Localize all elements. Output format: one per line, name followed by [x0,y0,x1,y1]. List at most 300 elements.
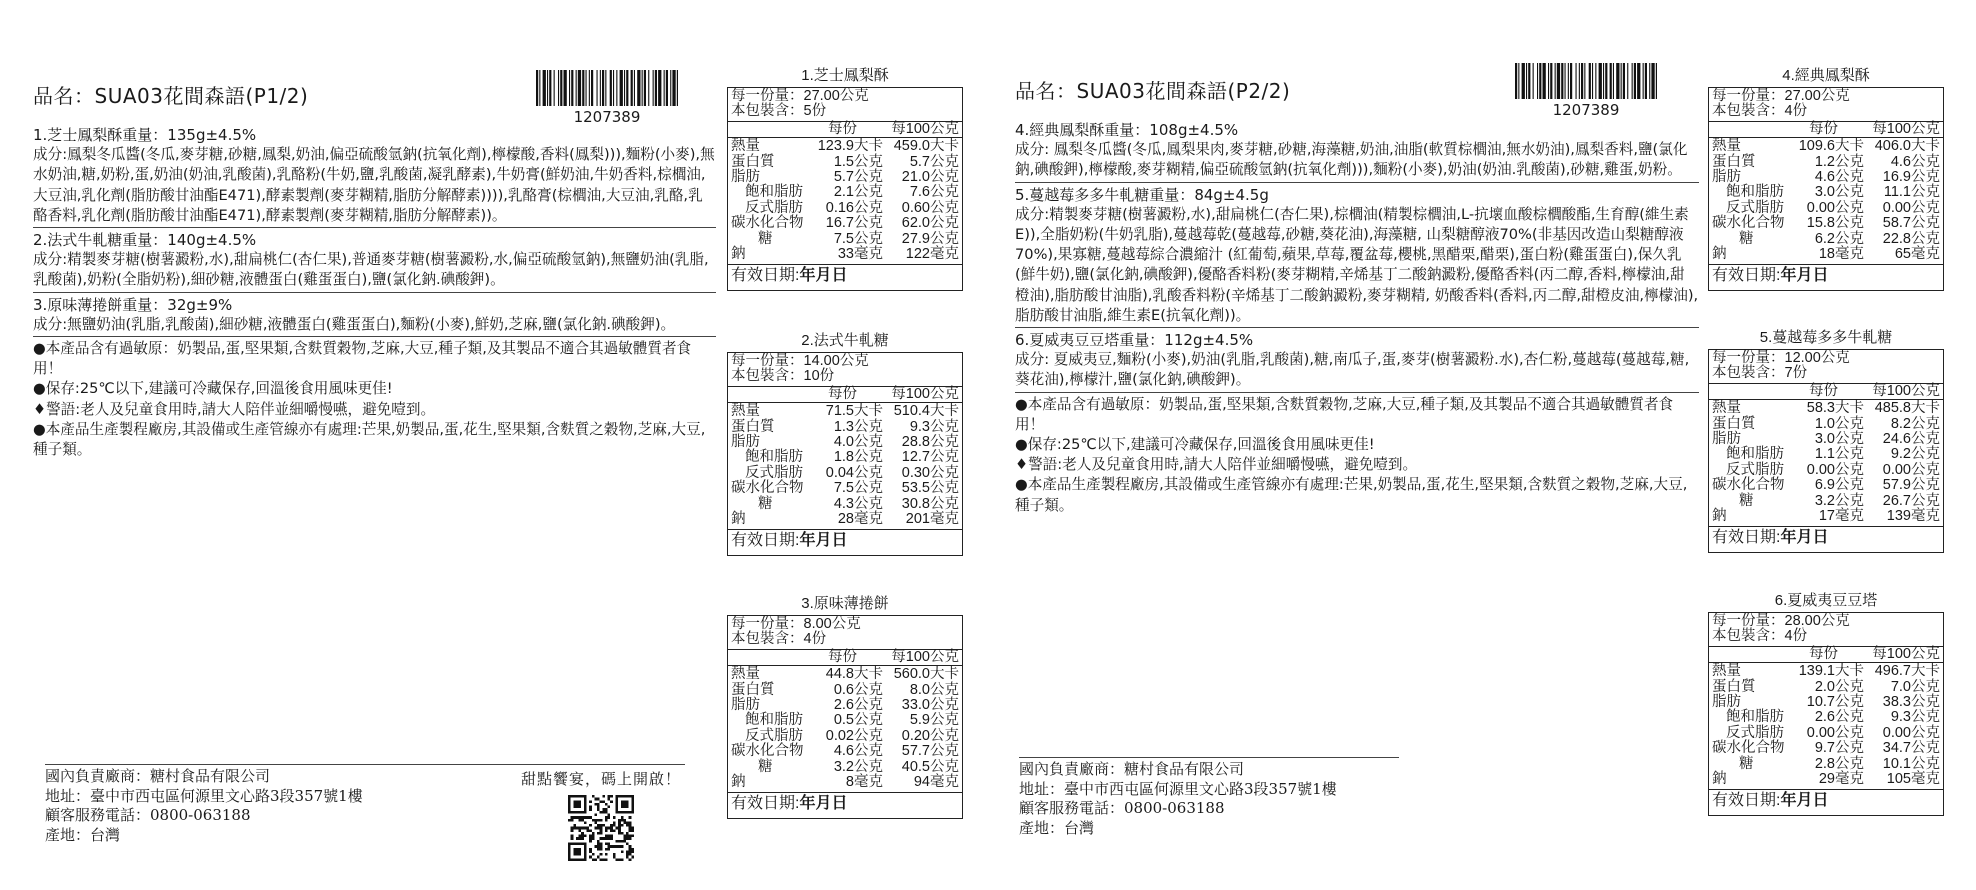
per-100g-value: 5.9公克 [909,712,959,729]
per-serving-value: 2.6公克 [1814,709,1864,726]
per-100g-value: 485.8大卡 [1874,400,1940,417]
per-100g-header: 每100公克 [1872,382,1940,399]
nutrition-box [727,615,963,819]
nutrient-row [1712,772,1940,787]
nutrient-label: 鈉 [731,246,746,263]
nutrient-row [731,216,959,231]
serving-size: 每一份量：28.00公克 [1712,613,1850,629]
per-serving-value: 9.7公克 [1814,740,1864,757]
notes-block [33,337,716,460]
per-serving-value: 10.7公克 [1806,694,1864,711]
origin-line: 產地：台灣 [45,825,121,844]
expiry-value: 年月日 [1780,529,1829,547]
per-100g-header: 每100公克 [1872,120,1940,137]
manufacturer-line: 國內負責廠商：糖村食品有限公司 [1019,760,1245,778]
section-heading: 5.蔓越莓多多牛軋糖重量：84g±4.5g [1015,185,1269,204]
column-header [728,387,962,403]
qr-caption: 甜點饗宴，碼上開啟！ [520,770,681,788]
per-100g-value: 40.5公克 [901,758,959,775]
nutrition-table [727,330,963,556]
per-100g-value: 21.0公克 [901,169,959,186]
per-100g-value: 0.30公克 [901,464,959,481]
per-100g-value: 0.00公克 [1882,199,1940,216]
per-serving-value: 15.8公克 [1806,215,1864,232]
section-heading: 4.經典鳳梨酥重量：108g±4.5% [1015,121,1239,139]
nutrient-row [731,775,959,790]
nutrition-title: 2.法式牛軋糖 [801,332,889,349]
notes-block [1015,393,1699,516]
per-serving-value: 1.8公克 [833,449,883,466]
section-body: 成分: 鳳梨冬瓜醬(冬瓜,鳳梨果肉,麥芽糖,砂糖,海藻糖,奶油,油脂(軟質棕櫚油,無水奶油),鳳梨香料,鹽(氯化鈉,碘酸鉀),檸檬酸,麥芽糊精,偏亞硫酸氫鈉(抗氧化劑))),麵粉(小麥),奶油(奶油.乳酸菌),砂糖,雞蛋,奶粉。 [1015,141,1688,179]
per-serving-header: 每份 [1809,120,1838,137]
nutrient-row [731,232,959,247]
per-100g-header: 每100公克 [1872,645,1940,662]
nutrition-box [1708,87,1944,291]
per-serving-value: 5.7公克 [833,169,883,186]
per-serving-value: 7.5公克 [833,480,883,497]
per-100g-value: 26.7公克 [1882,492,1940,509]
nutrient-rows [728,138,962,264]
nutrient-row [731,512,959,527]
allergen-note: ●本產品含有過敏原：奶製品,蛋,堅果類,含麩質穀物,芝麻,大豆,種子類,及其製品不適合其過敏體質者食用！ [33,340,692,378]
serving-size: 每一份量：14.00公克 [731,353,869,369]
per-serving-value: 8毫克 [845,774,883,791]
per-100g-value: 9.3公克 [1890,709,1940,726]
nutrient-row [1712,680,1940,695]
nutrition-table [1708,327,1944,553]
per-100g-value: 11.1公克 [1883,184,1940,201]
per-serving-value: 4.6公克 [833,743,883,760]
per-100g-value: 10.1公克 [1882,755,1940,772]
nutrient-row [1712,463,1940,478]
nutrient-row [731,760,959,775]
per-100g-value: 57.9公克 [1882,477,1940,494]
nutrient-row [1712,494,1940,509]
address-line: 地址：臺中市西屯區何源里文心路3段357號1樓 [45,786,363,805]
expiry-label: 有效日期: [1712,792,1781,810]
nutrient-label: 糖 [758,758,773,775]
section-body: 成分: 夏威夷豆,麵粉(小麥),奶油(乳脂,乳酸菌),糖,南瓜子,蛋,麥芽(樹薯澱粉.水),杏仁粉,蔓越莓(蔓越莓,糖,葵花油),檸檬汁,鹽(氯化鈉,碘酸鉀)。 [1015,351,1690,389]
per-serving-value: 2.0公克 [1814,678,1864,695]
nutrient-label: 碳水化合物 [1712,477,1785,494]
per-serving-value: 28毫克 [837,511,883,528]
responsible-block [1019,757,1399,838]
per-100g-value: 62.0公克 [901,215,959,232]
per-serving-value: 17毫克 [1818,508,1864,525]
per-serving-value: 1.3公克 [833,418,883,435]
per-serving-value: 1.1公克 [1814,446,1864,463]
column-header [728,122,962,138]
nutrient-label: 熱量 [1712,663,1741,680]
qr-code-icon[interactable] [568,795,634,861]
nutrient-row [731,713,959,728]
nutrient-row [731,450,959,465]
servings-per-pack: 本包裝含：4份 [731,631,827,648]
nutrient-label: 反式脂肪 [1726,199,1784,216]
nutrient-row [1712,447,1940,462]
per-serving-value: 0.6公克 [833,681,883,698]
column-header [1709,384,1943,400]
nutrient-row [731,420,959,435]
per-100g-value: 65毫克 [1894,246,1940,263]
expiry-date [728,792,962,817]
servings-per-pack: 本包裝含：10份 [731,368,835,385]
serving-size: 每一份量：12.00公克 [1712,350,1850,366]
per-100g-value: 201毫克 [905,511,959,528]
nutrient-label: 脂肪 [1712,694,1741,711]
serving-info [728,616,962,650]
per-serving-value: 6.2公克 [1814,230,1864,247]
ingredients-block [1015,118,1699,516]
per-100g-value: 5.7公克 [909,153,959,170]
per-100g-value: 122毫克 [905,246,959,263]
warning-note: ♦警語:老人及兒童食用時,請大人陪伴並細嚼慢嚥，避免噎到。 [1015,456,1418,474]
nutrient-label: 脂肪 [1712,431,1741,448]
nutrient-label: 碳水化合物 [731,480,804,497]
nutrient-label: 蛋白質 [1712,678,1756,695]
per-serving-value: 139.1大卡 [1798,663,1864,680]
expiry-value: 年月日 [799,267,848,285]
barcode [536,70,678,106]
facility-note: ●本產品生產製程廠房,其設備或生產管線亦有處理:芒果,奶製品,蛋,花生,堅果類,含麩質之穀物,芝麻,大豆,種子類。 [33,420,706,459]
per-serving-value: 3.0公克 [1814,431,1864,448]
per-100g-value: 9.3公克 [909,418,959,435]
address-line: 地址：臺中市西屯區何源里文心路3段357號1樓 [1019,779,1337,798]
per-serving-value: 4.3公克 [833,495,883,512]
storage-note: ●保存:25℃以下,建議可冷藏保存,回溫後食用風味更佳! [1015,436,1375,454]
per-serving-value: 7.5公克 [833,230,883,247]
per-100g-value: 33.0公克 [901,697,959,714]
expiry-date [728,264,962,289]
nutrient-label: 碳水化合物 [1712,740,1785,757]
nutrient-rows [1709,400,1943,526]
nutrient-label: 反式脂肪 [1726,461,1784,478]
nutrient-label: 蛋白質 [731,418,775,435]
per-100g-value: 0.20公克 [901,727,959,744]
column-header [728,650,962,666]
nutrient-label: 脂肪 [731,434,760,451]
per-100g-value: 8.2公克 [1890,415,1940,432]
per-serving-value: 0.5公克 [833,712,883,729]
per-100g-value: 459.0大卡 [893,138,959,155]
per-serving-value: 0.00公克 [1806,199,1864,216]
per-serving-value: 2.8公克 [1814,755,1864,772]
per-100g-value: 34.7公克 [1882,740,1940,757]
origin-line: 產地：台灣 [1019,818,1095,837]
per-serving-header: 每份 [828,385,857,402]
nutrient-label: 反式脂肪 [745,727,803,744]
nutrient-row [1712,247,1940,262]
nutrient-row [1712,232,1940,247]
per-100g-value: 30.8公克 [901,495,959,512]
per-serving-value: 1.5公克 [833,153,883,170]
nutrition-box [727,87,963,291]
nutrient-row [731,744,959,759]
nutrient-row [1712,741,1940,756]
servings-per-pack: 本包裝含：4份 [1712,103,1808,120]
nutrient-label: 脂肪 [731,169,760,186]
per-100g-value: 7.6公克 [909,184,959,201]
nutrient-row [731,201,959,216]
nutrient-row [1712,216,1940,231]
nutrient-row [1712,757,1940,772]
expiry-date [728,529,962,554]
nutrient-row [1712,726,1940,741]
nutrient-label: 碳水化合物 [1712,215,1785,232]
qr-block [516,768,686,865]
nutrient-row [1712,201,1940,216]
ingredient-section [33,228,716,293]
serving-info [1709,350,1943,384]
nutrient-label: 脂肪 [1712,169,1741,186]
product-title: 品名：SUA03花間森語(P1/2) [33,84,309,108]
per-serving-value: 58.3大卡 [1806,400,1864,417]
per-serving-value: 2.6公克 [833,697,883,714]
nutrition-table [1708,590,1944,816]
per-serving-value: 2.1公克 [833,184,883,201]
expiry-value: 年月日 [799,532,848,550]
per-100g-value: 560.0大卡 [893,666,959,683]
per-100g-value: 9.2公克 [1890,446,1940,463]
per-serving-value: 0.16公克 [825,199,883,216]
nutrient-label: 飽和脂肪 [1726,709,1784,726]
nutrition-box [1708,612,1944,816]
nutrient-label: 反式脂肪 [745,199,803,216]
per-100g-value: 57.7公克 [901,743,959,760]
nutrient-rows [1709,663,1943,789]
expiry-value: 年月日 [1780,267,1829,285]
nutrition-box [1708,349,1944,553]
serving-info [728,353,962,387]
nutrient-label: 糖 [758,230,773,247]
nutrient-label: 糖 [1739,492,1754,509]
section-heading: 6.夏威夷豆豆塔重量：112g±4.5% [1015,331,1254,350]
per-100g-value: 510.4大卡 [893,403,959,420]
per-100g-value: 0.00公克 [1882,461,1940,478]
nutrient-label: 碳水化合物 [731,743,804,760]
nutrient-rows [728,403,962,529]
per-100g-value: 0.60公克 [901,199,959,216]
nutrient-label: 熱量 [731,138,760,155]
expiry-label: 有效日期: [1712,267,1781,285]
serving-size: 每一份量：27.00公克 [1712,88,1850,104]
nutrient-row [731,729,959,744]
nutrient-row [731,497,959,512]
nutrition-box [727,352,963,556]
section-body: 成分:鳳梨冬瓜醬(冬瓜,麥芽糖,砂糖,鳳梨,奶油,偏亞硫酸氫鈉(抗氧化劑),檸檬酸,香料(鳳梨))),麵粉(小麥),無水奶油,糖,奶粉,蛋,奶油(奶油,乳酸菌),乳酪粉(牛奶,鹽,乳酸菌,凝乳酵素),牛奶膏(鮮奶油,牛奶香料,棕櫚油,大豆油,乳化劑(脂肪酸甘油酯E471),酵素製劑(麥芽糊精,脂肪分解酵素)))),乳酪膏(棕櫚油,大豆油,乳酪,乳酪香料,乳化劑(脂肪酸甘油酯E471),酵素製劑(麥芽糊精,脂肪分解酵素))。 [33,146,715,224]
expiry-value: 年月日 [799,795,848,813]
nutrient-row [731,185,959,200]
phone-line: 顧客服務電話：0800-063188 [45,806,251,824]
section-heading: 3.原味薄捲餅重量：32g±9% [33,295,233,314]
barcode-number: 1207389 [573,108,641,126]
nutrient-label: 糖 [1739,230,1754,247]
serving-size: 每一份量：8.00公克 [731,616,861,632]
manufacturer-line: 國內負責廠商：糖村食品有限公司 [45,767,271,785]
nutrient-label: 鈉 [1712,771,1727,788]
ingredient-section [1015,328,1699,393]
warning-note: ♦警語:老人及兒童食用時,請大人陪伴並細嚼慢嚥，避免噎到。 [33,400,436,418]
serving-info [1709,88,1943,122]
per-100g-value: 7.0公克 [1890,678,1940,695]
per-serving-value: 4.6公克 [1814,169,1864,186]
column-header [1709,122,1943,138]
nutrient-label: 飽和脂肪 [1726,446,1784,463]
nutrient-row [731,466,959,481]
per-100g-value: 58.7公克 [1882,215,1940,232]
per-serving-value: 3.2公克 [1814,492,1864,509]
nutrient-row [731,481,959,496]
per-100g-value: 139毫克 [1886,508,1940,525]
per-100g-value: 406.0大卡 [1874,138,1940,155]
per-serving-value: 0.02公克 [825,727,883,744]
nutrient-label: 飽和脂肪 [745,712,803,729]
nutrient-label: 鈉 [731,511,746,528]
serving-info [728,88,962,122]
expiry-label: 有效日期: [731,267,800,285]
per-100g-value: 4.6公克 [1890,153,1940,170]
per-serving-value: 4.0公克 [833,434,883,451]
expiry-label: 有效日期: [731,532,800,550]
nutrient-row [731,247,959,262]
nutrition-title: 3.原味薄捲餅 [801,595,889,612]
nutrient-row [1712,509,1940,524]
section-heading: 2.法式牛軋糖重量：140g±4.5% [33,231,257,250]
expiry-date [1709,264,1943,289]
per-100g-value: 28.8公克 [901,434,959,451]
nutrient-label: 飽和脂肪 [745,184,803,201]
per-serving-header: 每份 [828,648,857,665]
per-100g-value: 105毫克 [1886,771,1940,788]
section-body: 成分:無鹽奶油(乳脂,乳酸菌),細砂糖,液體蛋白(雞蛋蛋白),麵粉(小麥),鮮奶,芝麻,鹽(氯化鈉.碘酸鉀)。 [33,315,676,333]
per-serving-header: 每份 [1809,382,1838,399]
nutrient-label: 脂肪 [731,697,760,714]
per-100g-value: 12.7公克 [901,449,959,466]
per-serving-header: 每份 [828,120,857,137]
nutrient-row [1712,710,1940,725]
column-header [1709,647,1943,663]
per-serving-value: 1.2公克 [1814,153,1864,170]
nutrition-title: 1.芝士鳳梨酥 [801,67,889,84]
per-100g-value: 27.9公克 [901,230,959,247]
nutrient-rows [1709,138,1943,264]
nutrition-title: 4.經典鳳梨酥 [1782,67,1870,84]
nutrient-label: 反式脂肪 [745,464,803,481]
section-heading: 1.芝士鳳梨酥重量：135g±4.5% [33,126,257,144]
nutrient-label: 鈉 [731,774,746,791]
per-serving-value: 3.2公克 [833,758,883,775]
nutrient-label: 反式脂肪 [1726,724,1784,741]
per-100g-value: 496.7大卡 [1874,663,1940,680]
nutrient-row [731,404,959,419]
per-serving-value: 0.00公克 [1806,461,1864,478]
nutrient-label: 鈉 [1712,508,1727,525]
barcode [1515,63,1657,99]
per-100g-header: 每100公克 [891,385,959,402]
nutrient-label: 熱量 [731,666,760,683]
per-serving-value: 33毫克 [837,246,883,263]
nutrient-label: 碳水化合物 [731,215,804,232]
nutrition-table [727,65,963,291]
facility-note: ●本產品生產製程廠房,其設備或生產管線亦有處理:芒果,奶製品,蛋,花生,堅果類,含麩質之穀物,芝麻,大豆,種子類。 [1015,476,1688,514]
nutrition-table [1708,65,1944,291]
servings-per-pack: 本包裝含：7份 [1712,365,1808,382]
per-serving-value: 71.5大卡 [825,403,883,420]
per-serving-value: 0.04公克 [825,464,883,481]
nutrient-label: 糖 [1739,755,1754,772]
nutrient-row [731,667,959,682]
nutrient-label: 熱量 [731,403,760,420]
nutrient-row [731,683,959,698]
nutrition-table [727,593,963,819]
product-title: 品名：SUA03花間森語(P2/2) [1015,79,1291,103]
servings-per-pack: 本包裝含：4份 [1712,628,1808,645]
nutrient-row [1712,401,1940,416]
per-serving-value: 44.8大卡 [825,666,883,683]
ingredient-section [33,293,716,337]
per-100g-value: 94毫克 [913,774,959,791]
section-body: 成分:精製麥芽糖(樹薯澱粉,水),甜扁桃仁(杏仁果),棕櫚油(精製棕櫚油,L-抗壞血酸棕櫚酸酯,生育醇(維生素E)),全脂奶粉(牛奶乳脂),蔓越莓乾(蔓越莓,砂糖,葵花油),海藻糖, 山梨糖醇液70%(非基因改造山梨糖醇液70%),果寡糖,蔓越莓綜合濃縮汁 (紅葡萄,蘋果,草莓,覆盆莓,櫻桃,黑醋栗,醋栗),蛋白粉(雞蛋蛋白),保久乳(鮮牛奶),鹽(氯化鈉,碘酸鉀),優酪香料粉(麥芽糊精,辛烯基丁二酸鈉澱粉,優酪香料(丙二醇,香料,檸檬油,甜橙油),脂肪酸甘油脂),乳酸香料粉(辛烯基丁二酸鈉澱粉,麥芽糊精, 奶酸香料(香料,丙二醇,甜橙皮油,檸檬油),脂肪酸甘油脂,維生素E(抗氧化劑))。 [1015,205,1699,324]
per-serving-value: 18毫克 [1818,246,1864,263]
per-serving-value: 29毫克 [1818,771,1864,788]
per-serving-value: 123.9大卡 [817,138,883,155]
per-serving-value: 3.0公克 [1814,184,1864,201]
per-100g-value: 38.3公克 [1882,694,1940,711]
per-serving-header: 每份 [1809,645,1838,662]
storage-note: ●保存:25℃以下,建議可冷藏保存,回溫後食用風味更佳! [33,380,393,398]
per-serving-value: 0.00公克 [1806,724,1864,741]
phone-line: 顧客服務電話：0800-063188 [1019,799,1225,817]
nutrient-label: 蛋白質 [731,153,775,170]
nutrient-row [1712,478,1940,493]
per-serving-value: 109.6大卡 [1798,138,1864,155]
per-100g-value: 24.6公克 [1882,431,1940,448]
nutrient-rows [728,666,962,792]
barcode-number: 1207389 [1552,101,1620,119]
nutrient-row [1712,155,1940,170]
nutrient-label: 飽和脂肪 [745,449,803,466]
nutrient-label: 飽和脂肪 [1726,184,1784,201]
serving-info [1709,613,1943,647]
per-100g-header: 每100公克 [891,648,959,665]
expiry-label: 有效日期: [1712,529,1781,547]
nutrient-label: 蛋白質 [1712,153,1756,170]
label-page-2 [988,0,1976,890]
expiry-value: 年月日 [1780,792,1829,810]
nutrient-label: 熱量 [1712,138,1741,155]
nutrient-row [1712,417,1940,432]
nutrient-label: 蛋白質 [731,681,775,698]
per-serving-value: 6.9公克 [1814,477,1864,494]
nutrient-label: 糖 [758,495,773,512]
nutrient-label: 蛋白質 [1712,415,1756,432]
nutrition-title: 6.夏威夷豆豆塔 [1774,592,1878,609]
nutrition-title: 5.蔓越莓多多牛軋糖 [1759,329,1893,346]
per-serving-value: 16.7公克 [825,215,883,232]
per-100g-value: 16.9公克 [1882,169,1940,186]
ingredient-section [1015,118,1699,183]
per-serving-value: 1.0公克 [1814,415,1864,432]
nutrient-label: 熱量 [1712,400,1741,417]
nutrient-row [731,155,959,170]
expiry-date [1709,526,1943,551]
nutrient-row [1712,139,1940,154]
per-100g-value: 8.0公克 [909,681,959,698]
expiry-label: 有效日期: [731,795,800,813]
nutrient-label: 鈉 [1712,246,1727,263]
ingredient-section [33,123,716,228]
serving-size: 每一份量：27.00公克 [731,88,869,104]
